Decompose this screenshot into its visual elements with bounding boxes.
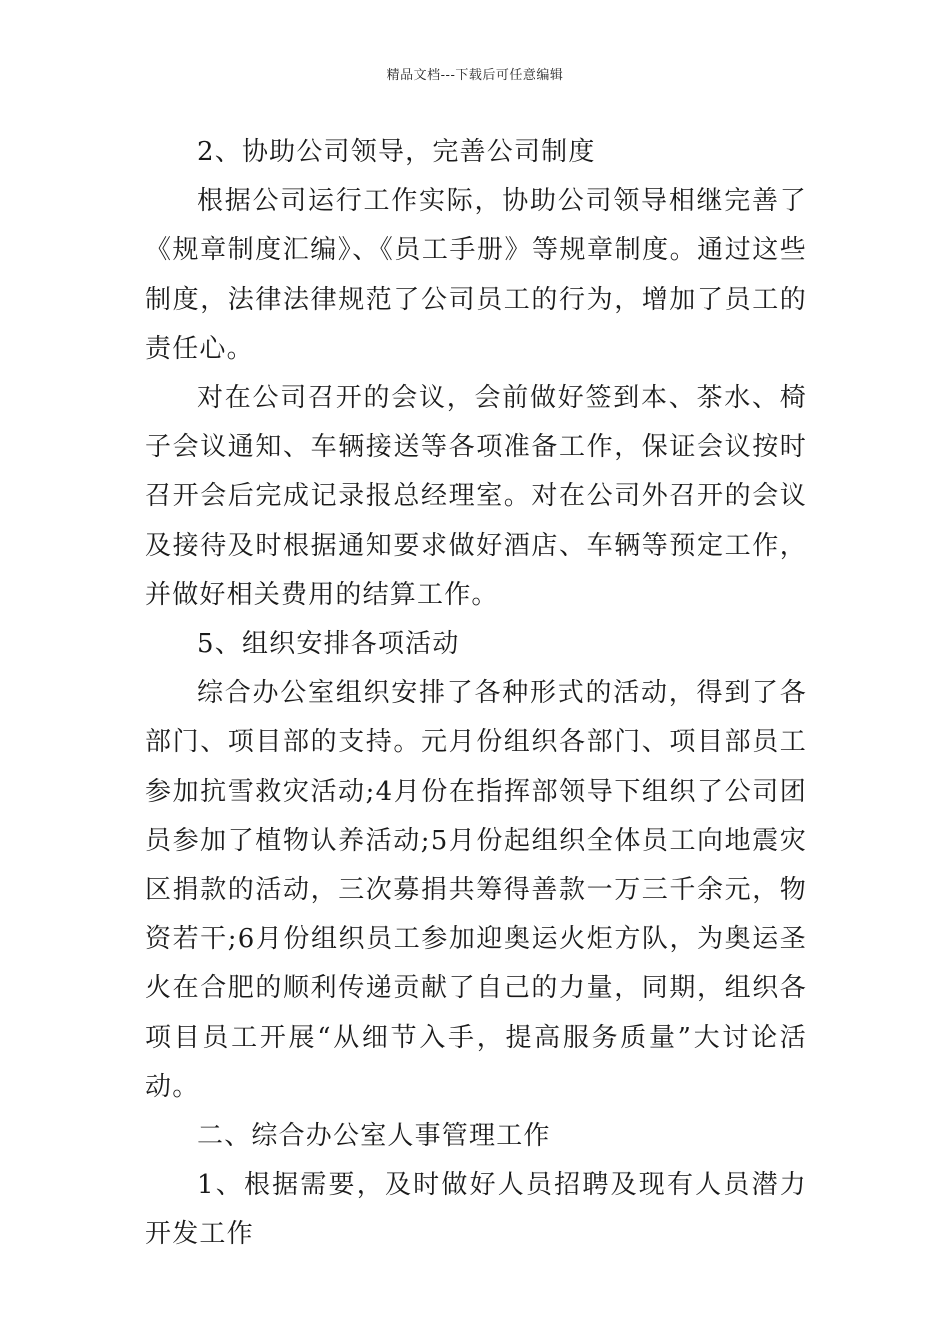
section-heading-hr: 二、综合办公室人事管理工作: [197, 1121, 551, 1152]
paragraph-recruitment: 1、根据需要，及时做好人员招聘及现有人员潜力开发工作: [145, 1170, 807, 1250]
page-header: 精品文档---下载后可任意编辑: [386, 68, 564, 83]
paragraph-regulations: 根据公司运行工作实际，协助公司领导相继完善了《规章制度汇编》、《员工手册》等规章制度。通过这些制度，法律法律规范了公司员工的行为，增加了员工的责任心。: [145, 186, 807, 364]
section-heading-activities: 5、组织安排各项活动: [197, 629, 460, 660]
document-body: [145, 128, 807, 1260]
paragraph-activities: 综合办公室组织安排了各种形式的活动，得到了各部门、项目部的支持。元月份组织各部门、项目部员工参加抗雪救灾活动;4月份在指挥部领导下组织了公司团员参加了植物认养活动;5月份起组织全体员工向地震灾区捐款的活动，三次募捐共筹得善款一万三千余元，物资若干;6月份组织员工参加迎奥运火炬方队，为奥运圣火在合肥的顺利传递贡献了自己的力量，同期，组织各项目员工开展“从细节入手，提高服务质量”大讨论活动。: [145, 678, 807, 1102]
paragraph-meetings: 对在公司召开的会议，会前做好签到本、茶水、椅子会议通知、车辆接送等各项准备工作，保证会议按时召开会后完成记录报总经理室。对在公司外召开的会议及接待及时根据通知要求做好酒店、车辆等预定工作，并做好相关费用的结算工作。: [145, 383, 807, 610]
section-heading-assist-leadership: 2、协助公司领导，完善公司制度: [197, 137, 596, 167]
